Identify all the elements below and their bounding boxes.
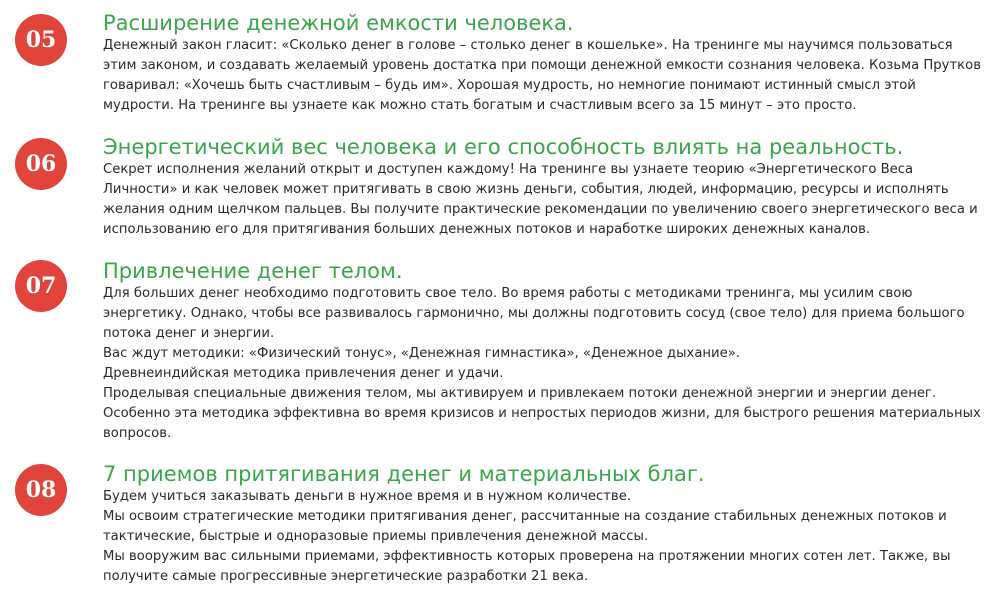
text-line: Денежный закон гласит: «Сколько денег в голове – столько денег в кошельке». На тренинге мы научимся пользоваться этим законом, и создавать желаемый уровень достатка при помощи денежной емкости сознания человека. Козьма Прутков говаривал: «Хочешь быть счастливым – будь им». Хорошая мудрость, но немногие понимают истинный смысл этой мудрости. На тренинге вы узнаете как можно стать богатым и счастливым всего за 15 минут – это просто. bbox=[103, 38, 981, 113]
section-content bbox=[103, 461, 981, 587]
text-line: Секрет исполнения желаний открыт и доступен каждому! На тренинге вы узнаете теорию «Энергетического Веса Личности» и как человек может притягивать в свою жизнь деньги, события, людей, информацию, ресурсы и исполнять желания одним щелчком пальцев. Вы получите практические рекомендации по увеличению своего энергетического веса и использованию его для притягивания больших денежных потоков и наработке широких денежных каналов. bbox=[103, 162, 978, 237]
text-line: Древнеиндийская методика привлечения денег и удачи. bbox=[103, 366, 504, 381]
section-text bbox=[103, 160, 981, 240]
section-text bbox=[103, 487, 981, 587]
text-line: Вас ждут методики: «Физический тонус», «Денежная гимнастика», «Денежное дыхание». bbox=[103, 346, 740, 361]
section-text bbox=[103, 36, 981, 116]
section-text bbox=[103, 284, 981, 444]
section-content bbox=[103, 134, 981, 240]
section-title: 7 приемов притягивания денег и материальных благ. bbox=[103, 462, 705, 486]
section-content bbox=[103, 10, 981, 116]
text-line: Проделывая специальные движения телом, мы активируем и привлекаем потоки денежной энергии и энергии денег. bbox=[103, 386, 937, 401]
section-title: Энергетический вес человека и его способность влиять на реальность. bbox=[103, 135, 904, 159]
number-badge: 05 bbox=[15, 14, 67, 66]
number-badge: 06 bbox=[15, 138, 67, 190]
text-line: Будем учиться заказывать деньги в нужное время и в нужном количестве. bbox=[103, 489, 632, 504]
text-line: Особенно эта методика эффективна во время кризисов и непростых периодов жизни, для быстрого решения материальных вопросов. bbox=[103, 406, 981, 441]
text-line: Мы освоим стратегические методики притягивания денег, рассчитанные на создание стабильных денежных потоков и тактические, быстрые и одноразовые приемы привлечения денежной массы. bbox=[103, 509, 947, 544]
section-content bbox=[103, 258, 981, 444]
text-line: Мы вооружим вас сильными приемами, эффективность которых проверена на протяжении многих сотен лет. Также, вы получите самые прогрессивные энергетические разработки 21 века. bbox=[103, 549, 951, 584]
number-badge: 08 bbox=[15, 464, 67, 516]
number-badge: 07 bbox=[15, 260, 67, 312]
section-title: Расширение денежной емкости человека. bbox=[103, 11, 574, 35]
text-line: Для больших денег необходимо подготовить свое тело. Во время работы с методиками тренинга, мы усилим свою энергетику. Однако, чтобы все развивалось гармонично, мы должны подготовить сосуд (свое тело) для приема большого потока денег и энергии. bbox=[103, 286, 965, 341]
section-title: Привлечение денег телом. bbox=[103, 259, 403, 283]
